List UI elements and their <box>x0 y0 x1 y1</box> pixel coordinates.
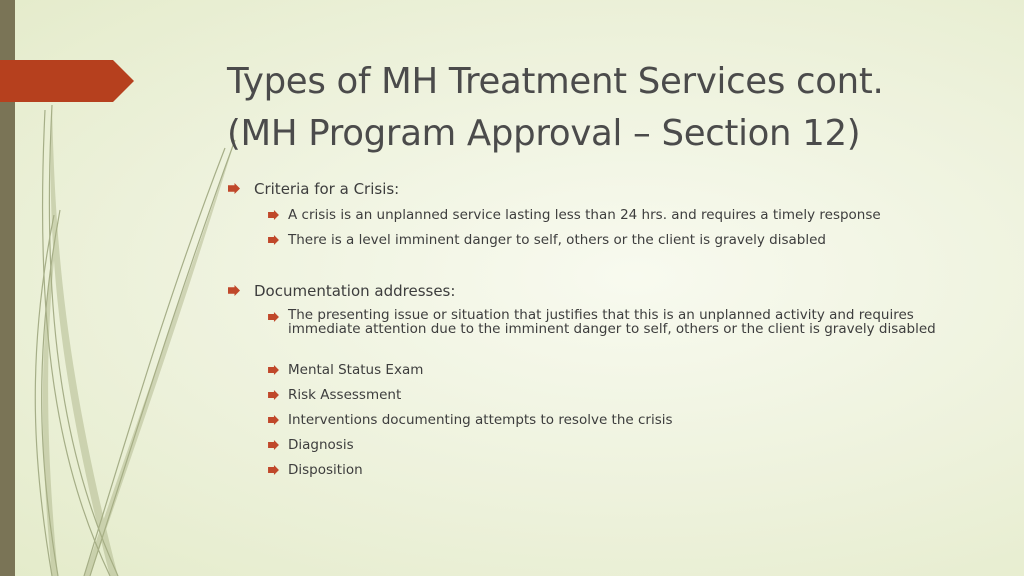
arrow-bullet-icon <box>228 183 240 194</box>
arrow-bullet-icon <box>268 440 279 450</box>
arrow-bullet-icon <box>268 210 279 220</box>
arrow-bullet-icon <box>268 390 279 400</box>
arrow-bullet-icon <box>268 415 279 425</box>
arrow-bullet-icon <box>268 235 279 245</box>
sub-bullet-text: A crisis is an unplanned service lasting less than 24 hrs. and requires a timely response <box>288 207 881 223</box>
slide-title <box>227 56 1007 160</box>
sub-bullet-text: The presenting issue or situation that justifies that this is an unplanned activity and requires immediate attention due to the imminent danger to self, others or the client is gravely disabled <box>288 307 936 337</box>
title-line-1: Types of MH Treatment Services cont. <box>227 61 884 102</box>
title-line-2: (MH Program Approval – Section 12) <box>227 113 861 154</box>
arrow-bullet-icon <box>268 312 279 322</box>
sub-bullet-text: Diagnosis <box>288 437 354 453</box>
sub-bullet-text: Risk Assessment <box>288 387 402 403</box>
bullet-documentation-label: Documentation addresses: <box>254 282 456 300</box>
bullet-criteria-label: Criteria for a Crisis: <box>254 180 400 198</box>
arrow-bullet-icon <box>268 365 279 375</box>
accent-arrow-shape <box>0 60 134 102</box>
arrow-bullet-icon <box>228 285 240 296</box>
sub-bullet-text: Disposition <box>288 462 363 478</box>
sub-bullet-text: Mental Status Exam <box>288 362 424 378</box>
sub-bullet-text: There is a level imminent danger to self, others or the client is gravely disabled <box>288 232 827 248</box>
arrow-bullet-icon <box>268 465 279 475</box>
sub-bullet-text: Interventions documenting attempts to resolve the crisis <box>288 412 673 428</box>
